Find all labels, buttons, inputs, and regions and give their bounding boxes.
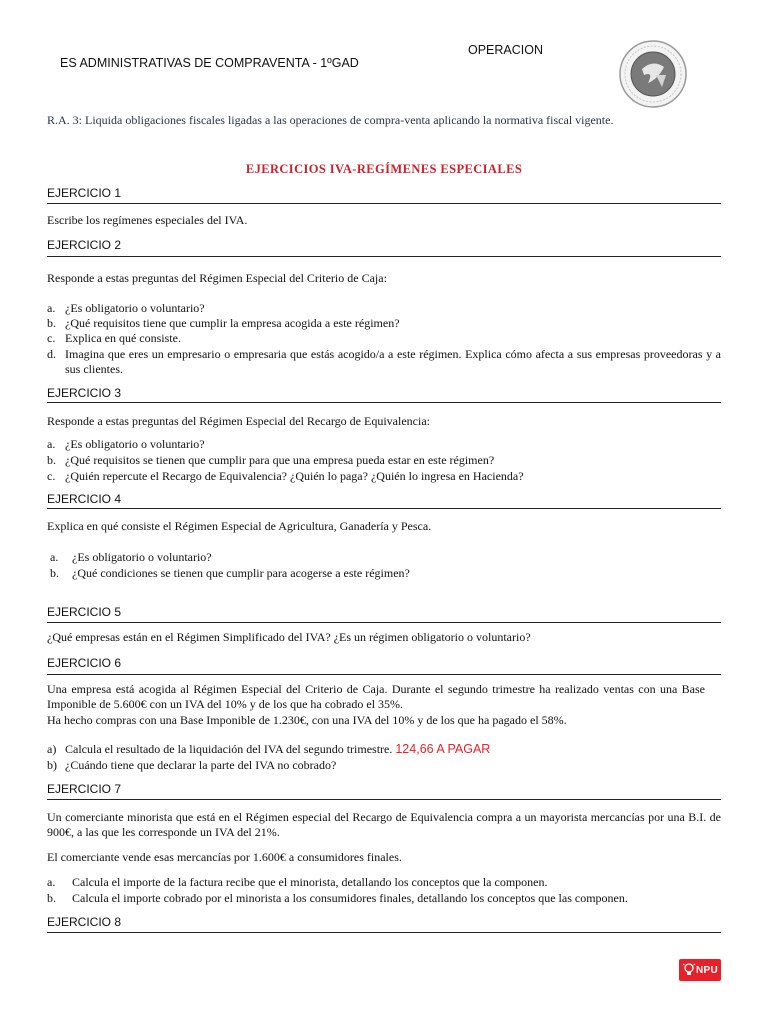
ex2-rule — [47, 256, 721, 257]
ex2-item-a-marker: a. — [47, 301, 56, 315]
ex6-item-a — [65, 742, 490, 757]
ex2-item-c-marker: c. — [47, 331, 56, 345]
ex7-rule — [47, 799, 721, 800]
ex2-heading: EJERCICIO 2 — [47, 238, 122, 252]
ex7-para1: Un comerciante minorista que está en el Régimen especial del Recargo de Equivalencia compra a un mayorista mercancías por una B.I. de 900€, a las que les corresponde un IVA del 21%. — [47, 810, 721, 839]
npu-logo-text: NPU — [695, 964, 718, 976]
ex6-answer: 124,66 A PAGAR — [395, 742, 491, 756]
npu-logo — [679, 959, 721, 981]
ex3-item-a-marker: a. — [47, 437, 56, 451]
ex6-heading: EJERCICIO 6 — [47, 656, 122, 670]
ex8-heading: EJERCICIO 8 — [47, 915, 122, 929]
ex1-rule — [47, 203, 721, 204]
ex2-item-b-marker: b. — [47, 316, 56, 330]
ex2-item-b: ¿Qué requisitos tiene que cumplir la empresa acogida a este régimen? — [65, 316, 400, 330]
ex7-para2: El comerciante vende esas mercancías por 1.600€ a consumidores finales. — [47, 850, 402, 864]
ex7-item-a-marker: a. — [47, 875, 56, 889]
ex7-item-b: Calcula el importe cobrado por el minorista a los consumidores finales, detallando los conceptos que las componen. — [72, 891, 628, 905]
ex3-rule — [47, 402, 721, 403]
ex6-item-a-text: Calcula el resultado de la liquidación del IVA del segundo trimestre. — [65, 742, 393, 756]
ex3-item-b: ¿Qué requisitos se tienen que cumplir para que una empresa pueda estar en este régimen? — [65, 453, 495, 467]
ex3-item-c: ¿Quién repercute el Recargo de Equivalencia? ¿Quién lo paga? ¿Quién lo ingresa en Hacienda? — [65, 469, 524, 483]
ex7-item-a: Calcula el importe de la factura recibe que el minorista, detallando los conceptos que la componen. — [72, 875, 548, 889]
ex3-item-a: ¿Es obligatorio o voluntario? — [65, 437, 205, 451]
ex2-item-c: Explica en qué consiste. — [65, 331, 181, 345]
ex3-heading: EJERCICIO 3 — [47, 386, 122, 400]
lightbulb-icon — [682, 962, 696, 978]
ex1-heading: EJERCICIO 1 — [47, 186, 122, 200]
ex7-item-b-marker: b. — [47, 891, 56, 905]
ex4-intro: Explica en qué consiste el Régimen Especial de Agricultura, Ganadería y Pesca. — [47, 519, 432, 533]
ex4-item-a: ¿Es obligatorio o voluntario? — [72, 550, 212, 564]
ex6-para1: Una empresa está acogida al Régimen Especial del Criterio de Caja. Durante el segundo trimestre ha realizado ventas con una Base Imponible de 5.600€ con un IVA del 10% y de los que ha cobrado el 35%. — [47, 682, 705, 711]
ex4-heading: EJERCICIO 4 — [47, 492, 122, 506]
module-title: ES ADMINISTRATIVAS DE COMPRAVENTA - 1ºGAD — [60, 56, 359, 70]
ex6-para2: Ha hecho compras con una Base Imponible de 1.230€, con una IVA del 10% y de los que ha pagado el 58%. — [47, 713, 567, 727]
ex2-item-d: Imagina que eres un empresario o empresaria que estás acogido/a a este régimen. Explica cómo afecta a sus empresas proveedoras y a sus clientes. — [65, 347, 721, 376]
ex4-item-b-marker: b. — [50, 566, 59, 580]
ex5-text: ¿Qué empresas están en el Régimen Simplificado del IVA? ¿Es un régimen obligatorio o voluntario? — [47, 630, 531, 644]
ex1-text: Escribe los regímenes especiales del IVA. — [47, 213, 248, 227]
ex3-item-b-marker: b. — [47, 453, 56, 467]
ex4-item-a-marker: a. — [50, 550, 59, 564]
ex6-item-b-marker: b) — [47, 758, 57, 772]
ex6-rule — [47, 674, 721, 675]
ex6-item-a-marker: a) — [47, 742, 57, 756]
school-seal-logo — [618, 39, 688, 109]
page-title: EJERCICIOS IVA-REGÍMENES ESPECIALES — [245, 162, 523, 176]
operacion-label: OPERACION — [468, 43, 544, 57]
ex2-intro: Responde a estas preguntas del Régimen Especial del Criterio de Caja: — [47, 271, 387, 285]
ex7-heading: EJERCICIO 7 — [47, 782, 122, 796]
learning-outcome: R.A. 3: Liquida obligaciones fiscales ligadas a las operaciones de compra-venta aplicando la normativa fiscal vigente. — [47, 113, 614, 127]
ex3-intro: Responde a estas preguntas del Régimen Especial del Recargo de Equivalencia: — [47, 414, 430, 428]
ex2-item-d-marker: d. — [47, 347, 56, 361]
ex4-item-b: ¿Qué condiciones se tienen que cumplir para acogerse a este régimen? — [72, 566, 410, 580]
ex5-heading: EJERCICIO 5 — [47, 605, 122, 619]
ex2-item-a: ¿Es obligatorio o voluntario? — [65, 301, 205, 315]
ex3-item-c-marker: c. — [47, 469, 56, 483]
ex4-rule — [47, 508, 721, 509]
ex8-rule — [47, 932, 721, 933]
ex5-rule — [47, 622, 721, 623]
ex6-item-b: ¿Cuándo tiene que declarar la parte del IVA no cobrado? — [65, 758, 337, 772]
